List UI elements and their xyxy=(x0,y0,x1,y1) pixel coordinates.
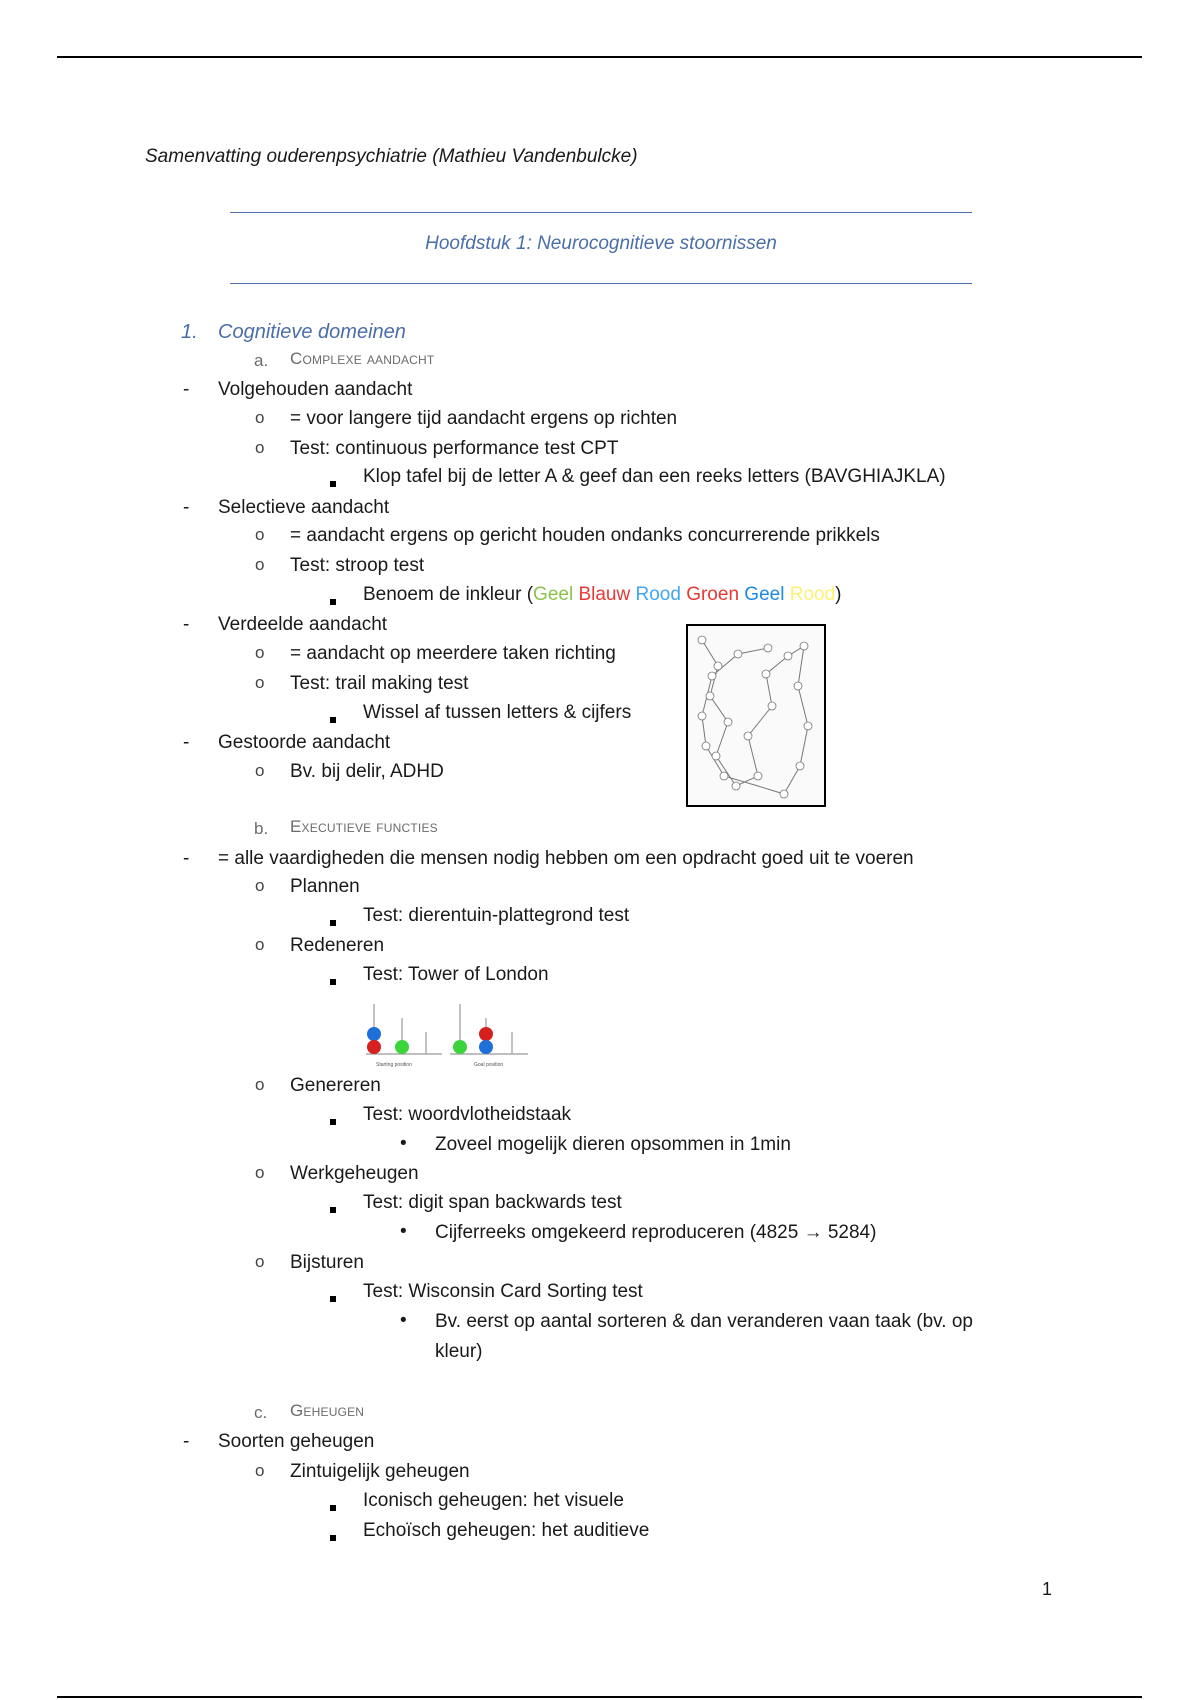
circle-marker: o xyxy=(255,643,265,662)
list-item: Plannen xyxy=(290,876,360,897)
section-number: 1. xyxy=(181,321,198,343)
dash-marker: - xyxy=(183,1431,190,1452)
list-item: Test: dierentuin-plattegrond test xyxy=(363,905,630,926)
subsection-label: b. xyxy=(254,819,269,838)
circle-marker: o xyxy=(255,935,265,954)
list-item: Zoveel mogelijk dieren opsommen in 1min xyxy=(435,1134,791,1155)
section-title: Cognitieve domeinen xyxy=(218,321,406,343)
chapter-rule-top xyxy=(230,212,972,213)
circle-marker: o xyxy=(255,673,265,692)
tower-caption-right: Goal position xyxy=(474,1062,504,1068)
trail-making-drawing xyxy=(688,626,824,805)
list-item: Zintuigelijk geheugen xyxy=(290,1461,470,1482)
square-bullet xyxy=(330,969,336,991)
tower-caption-left: Starting position xyxy=(376,1062,412,1068)
square-bullet xyxy=(330,707,336,729)
subsection-title: Executieve functies xyxy=(290,817,438,836)
square-bullet xyxy=(330,1525,336,1547)
stroop-word: Geel xyxy=(533,584,574,605)
list-item: Test: stroop test xyxy=(290,555,425,576)
tower-of-london-image xyxy=(364,994,532,1070)
subsection-title: Complexe aandacht xyxy=(290,349,435,368)
list-item: Bv. eerst op aantal sorteren & dan veranderen vaan taak (bv. op xyxy=(435,1311,973,1332)
chapter-rule-bottom xyxy=(230,283,972,284)
list-item: Iconisch geheugen: het visuele xyxy=(363,1490,624,1511)
dash-marker: - xyxy=(183,497,190,518)
list-item: Werkgeheugen xyxy=(290,1163,419,1184)
list-item: Gestoorde aandacht xyxy=(218,732,391,753)
bottom-rule xyxy=(57,1696,1142,1698)
list-item: Test: Wisconsin Card Sorting test xyxy=(363,1281,643,1302)
circle-marker: o xyxy=(255,555,265,574)
dash-marker: - xyxy=(183,379,190,400)
list-item: Test: trail making test xyxy=(290,673,469,694)
circle-marker: o xyxy=(255,525,265,544)
list-item: Test: woordvlotheidstaak xyxy=(363,1104,572,1125)
circle-marker: o xyxy=(255,876,265,895)
dash-marker: - xyxy=(183,732,190,753)
page-number: 1 xyxy=(1042,1579,1053,1599)
subsection-label: c. xyxy=(254,1403,268,1422)
circle-marker: o xyxy=(255,1163,265,1182)
circle-marker: o xyxy=(255,1075,265,1094)
stroop-word: Geel xyxy=(744,584,785,605)
stroop-line xyxy=(363,584,841,606)
list-item: = aandacht op meerdere taken richting xyxy=(290,643,616,664)
round-bullet: • xyxy=(400,1221,407,1242)
dash-marker: - xyxy=(183,614,190,635)
list-item: Genereren xyxy=(290,1075,381,1096)
list-item: Bv. bij delir, ADHD xyxy=(290,761,444,782)
list-item: = voor langere tijd aandacht ergens op richten xyxy=(290,408,678,429)
top-rule xyxy=(57,56,1142,58)
stroop-suffix: ) xyxy=(835,584,842,605)
square-bullet xyxy=(330,1197,336,1219)
list-item: Soorten geheugen xyxy=(218,1431,375,1452)
square-bullet xyxy=(330,589,336,611)
round-bullet: • xyxy=(400,1310,407,1331)
list-item: Redeneren xyxy=(290,935,385,956)
subsection-label: a. xyxy=(254,351,269,370)
round-bullet: • xyxy=(400,1133,407,1154)
circle-marker: o xyxy=(255,408,265,427)
list-item: Test: continuous performance test CPT xyxy=(290,438,619,459)
list-item: Selectieve aandacht xyxy=(218,497,390,518)
list-item: Test: digit span backwards test xyxy=(363,1192,622,1213)
list-item: Bijsturen xyxy=(290,1252,364,1273)
stroop-word: Rood xyxy=(635,584,681,605)
list-item: Test: Tower of London xyxy=(363,964,549,985)
square-bullet xyxy=(330,1109,336,1131)
list-item: Klop tafel bij de letter A & geef dan een reeks letters (BAVGHIAJKLA) xyxy=(363,466,946,487)
stroop-prefix: Benoem de inkleur ( xyxy=(363,584,534,605)
list-item: Verdeelde aandacht xyxy=(218,614,388,635)
circle-marker: o xyxy=(255,761,265,780)
list-item: Wissel af tussen letters & cijfers xyxy=(363,702,632,723)
square-bullet xyxy=(330,1495,336,1517)
square-bullet xyxy=(330,1286,336,1308)
list-item: Volgehouden aandacht xyxy=(218,379,413,400)
list-item: = aandacht ergens op gericht houden ondanks concurrerende prikkels xyxy=(290,525,880,546)
tower-of-london-drawing xyxy=(364,994,532,1070)
chapter-title: Hoofdstuk 1: Neurocognitieve stoornissen xyxy=(425,233,777,254)
circle-marker: o xyxy=(255,1461,265,1480)
square-bullet xyxy=(330,910,336,932)
circle-marker: o xyxy=(255,1252,265,1271)
list-item: Cijferreeks omgekeerd reproduceren (4825 → 5284) xyxy=(435,1222,877,1243)
stroop-word: Rood xyxy=(789,584,836,605)
stroop-word: Groen xyxy=(686,584,740,605)
document-header: Samenvatting ouderenpsychiatrie (Mathieu Vandenbulcke) xyxy=(145,146,638,167)
subsection-title: Geheugen xyxy=(290,1401,365,1420)
dash-marker: - xyxy=(183,848,190,869)
stroop-word: Blauw xyxy=(578,584,631,605)
list-item: = alle vaardigheden die mensen nodig hebben om een opdracht goed uit te voeren xyxy=(218,848,914,869)
trail-making-test-image xyxy=(686,624,826,807)
square-bullet xyxy=(330,471,336,493)
list-item-continuation: kleur) xyxy=(435,1341,483,1362)
circle-marker: o xyxy=(255,438,265,457)
list-item: Echoïsch geheugen: het auditieve xyxy=(363,1520,650,1541)
